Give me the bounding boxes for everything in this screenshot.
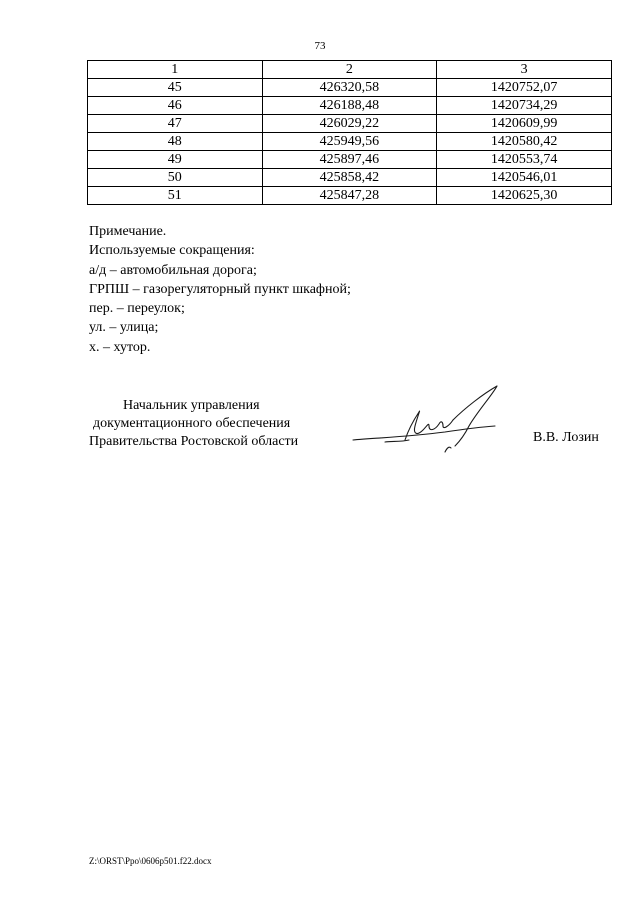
- x-coordinate-cell: 426188,48: [262, 97, 437, 115]
- abbreviation-item: пер. – переулок;: [89, 301, 185, 317]
- position-line-3: Правительства Ростовской области: [89, 434, 299, 449]
- point-number-cell: 50: [88, 169, 263, 187]
- point-number-cell: 49: [88, 151, 263, 169]
- x-coordinate-cell: 426320,58: [262, 79, 437, 97]
- table-row: [88, 133, 612, 151]
- document-file-path: Z:\ORST\Ppo\0606p501.f22.docx: [89, 856, 212, 866]
- point-number-cell: 47: [88, 115, 263, 133]
- abbreviations-note: [89, 222, 351, 357]
- y-coordinate-cell: 1420580,42: [437, 133, 612, 151]
- y-coordinate-cell: 1420553,74: [437, 151, 612, 169]
- note-title: Примечание.: [89, 224, 167, 239]
- point-number-cell: 51: [88, 187, 263, 205]
- table-row: [88, 115, 612, 133]
- x-coordinate-cell: 426029,22: [262, 115, 437, 133]
- y-coordinate-cell: 1420609,99: [437, 115, 612, 133]
- handwritten-signature: [345, 382, 515, 462]
- coordinates-table: [87, 60, 612, 205]
- point-number-cell: 48: [88, 133, 263, 151]
- note-intro: Используемые сокращения:: [89, 243, 255, 259]
- abbreviation-item: ул. – улица;: [89, 320, 159, 336]
- page-number: 73: [314, 40, 326, 52]
- y-coordinate-cell: 1420734,29: [437, 97, 612, 115]
- abbreviation-item: х. – хутор.: [89, 339, 151, 355]
- signer-name: В.В. Лозин: [533, 430, 599, 445]
- x-coordinate-cell: 425847,28: [262, 187, 437, 205]
- column-header-3: 3: [437, 61, 612, 79]
- y-coordinate-cell: 1420625,30: [437, 187, 612, 205]
- y-coordinate-cell: 1420546,01: [437, 169, 612, 187]
- y-coordinate-cell: 1420752,07: [437, 79, 612, 97]
- abbreviation-item: ГРПШ – газорегуляторный пункт шкафной;: [89, 281, 351, 297]
- point-number-cell: 46: [88, 97, 263, 115]
- table-row: [88, 79, 612, 97]
- table-row: [88, 187, 612, 205]
- abbreviation-item: а/д – автомобильная дорога;: [89, 262, 257, 278]
- table-row: [88, 151, 612, 169]
- x-coordinate-cell: 425897,46: [262, 151, 437, 169]
- column-header-2: 2: [262, 61, 437, 79]
- column-header-1: 1: [88, 61, 263, 79]
- x-coordinate-cell: 425949,56: [262, 133, 437, 151]
- position-line-1: Начальник управления: [123, 398, 260, 413]
- position-line-2: документационного обеспечения: [93, 416, 291, 431]
- table-row: [88, 97, 612, 115]
- x-coordinate-cell: 425858,42: [262, 169, 437, 187]
- table-header-row: [88, 61, 612, 79]
- table-row: [88, 169, 612, 187]
- point-number-cell: 45: [88, 79, 263, 97]
- signatory-position: [89, 397, 298, 451]
